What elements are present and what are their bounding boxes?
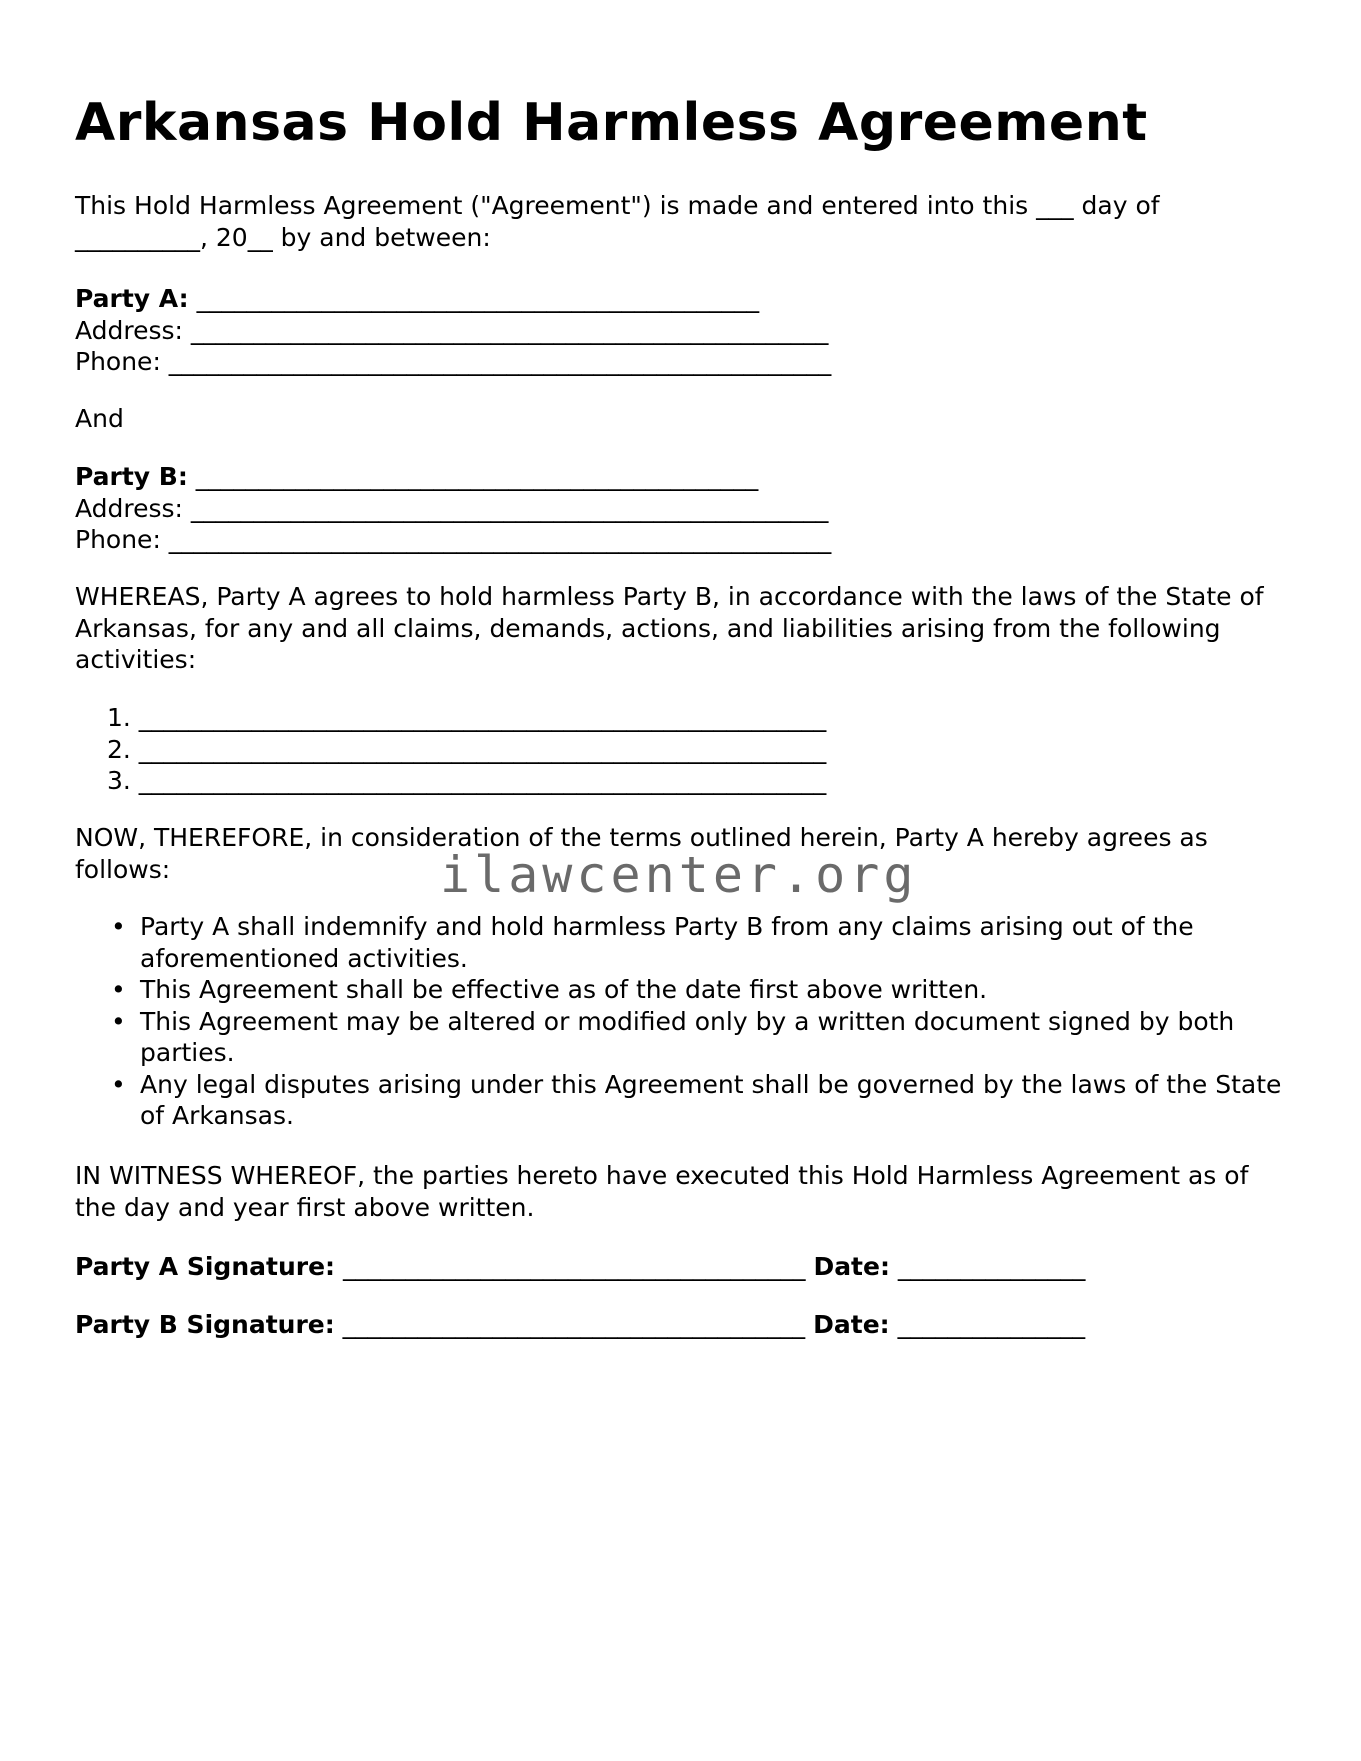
- party-b-section: [75, 461, 831, 556]
- party-a-date-label: Date:: [813, 1252, 890, 1281]
- party-a-signature-label: Party A Signature:: [75, 1252, 336, 1281]
- bullet-icon: •: [111, 975, 126, 1004]
- activity-item: 3. _______________________________________________________: [107, 766, 827, 795]
- term-item: [75, 911, 1295, 974]
- terms-list-wrapper: [75, 911, 1295, 1132]
- party-b-signature-blank: _____________________________________: [334, 1310, 806, 1339]
- terms-list: [75, 911, 1295, 1132]
- party-b-label: Party B:: [75, 462, 188, 491]
- activities-list-wrapper: [75, 702, 826, 797]
- intro-paragraph: This Hold Harmless Agreement ("Agreement") is made and entered into this ___ day of __________, 20__ by and between:: [75, 191, 1160, 252]
- signature-line-b: [75, 1309, 1085, 1341]
- party-a-date-blank: _______________: [889, 1252, 1086, 1281]
- party-b-address-line: Address: ___________________________________________________: [75, 493, 829, 523]
- term-text: This Agreement shall be effective as of the date first above written.: [140, 975, 988, 1004]
- party-a-signature-blank: _____________________________________: [335, 1252, 806, 1281]
- watermark-text: ilawcenter.org: [440, 846, 918, 904]
- term-item: [75, 1069, 1295, 1132]
- activity-item: 2. _______________________________________________________: [107, 734, 827, 764]
- party-a-address-line: Address: ___________________________________________________: [75, 315, 829, 345]
- party-a-phone-line: Phone: _____________________________________________________: [75, 347, 832, 376]
- bullet-icon: •: [111, 1069, 126, 1099]
- whereas-paragraph: WHEREAS, Party A agrees to hold harmless Party B, in accordance with the laws of the State of Arkansas, for any and all claims, demands, actions, and liabilities arising from the following activities:: [75, 582, 1264, 674]
- bullet-icon: •: [111, 912, 126, 941]
- party-a-label: Party A:: [75, 284, 189, 313]
- now-therefore-paragraph: NOW, THEREFORE, in consideration of the terms outlined herein, Party A hereby agrees as follows:: [75, 823, 1208, 884]
- activity-item: 1. _______________________________________________________: [107, 703, 827, 732]
- party-b-date-blank: _______________: [889, 1310, 1086, 1339]
- term-text: This Agreement may be altered or modified only by a written document signed by both parties.: [140, 1006, 1235, 1067]
- term-item: [75, 1006, 1295, 1069]
- term-text: Party A shall indemnify and hold harmless Party B from any claims arising out of the aforementioned activities.: [140, 912, 1194, 973]
- party-b-date-label: Date:: [813, 1310, 890, 1339]
- document-title: Arkansas Hold Harmless Agreement: [75, 93, 1148, 153]
- activities-list: [75, 702, 826, 797]
- bullet-icon: •: [111, 1006, 126, 1036]
- and-separator: And: [75, 404, 124, 433]
- witness-paragraph: IN WITNESS WHEREOF, the parties hereto have executed this Hold Harmless Agreement as of the day and year first above written.: [75, 1161, 1249, 1222]
- term-item: [75, 974, 1295, 1006]
- signature-line-a: [75, 1251, 1085, 1283]
- term-text: Any legal disputes arising under this Agreement shall be governed by the laws of the State of Arkansas.: [140, 1069, 1282, 1130]
- party-a-name-line: [75, 283, 831, 315]
- party-b-phone-line: Phone: _____________________________________________________: [75, 525, 832, 554]
- party-b-name-blank: _____________________________________________: [187, 462, 759, 491]
- party-a-section: [75, 283, 831, 378]
- party-a-name-blank: _____________________________________________: [188, 284, 760, 313]
- party-b-signature-label: Party B Signature:: [75, 1310, 335, 1339]
- party-b-name-line: [75, 461, 831, 493]
